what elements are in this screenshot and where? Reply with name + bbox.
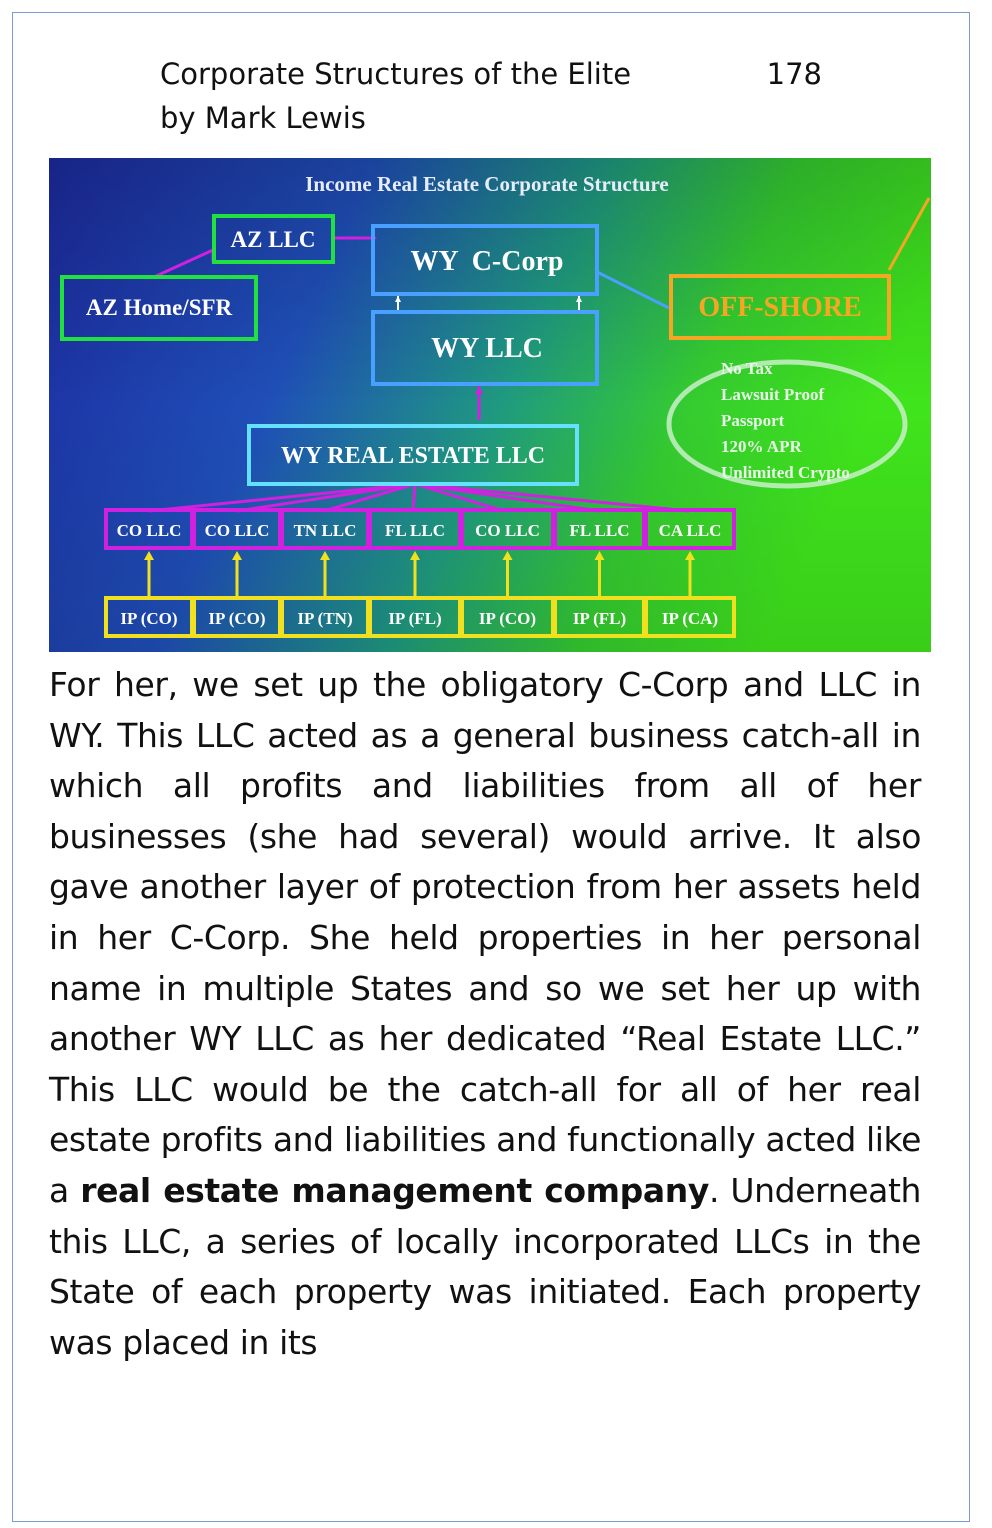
property-label: IP (CO)	[120, 609, 178, 628]
diagram-title: Income Real Estate Corporate Structure	[305, 172, 669, 196]
az-llc-label: AZ LLC	[230, 227, 316, 252]
benefit-item: No Tax	[721, 359, 773, 378]
page-number: 178	[766, 57, 822, 91]
property-label: IP (CA)	[661, 609, 719, 628]
benefit-item: Passport	[721, 411, 785, 430]
wy-ccorp-label: WY C-Corp	[410, 246, 564, 277]
body-paragraph	[49, 660, 921, 1368]
state-llc-label: CO LLC	[204, 521, 270, 540]
corporate-structure-diagram	[49, 158, 931, 652]
book-author: by Mark Lewis	[160, 101, 366, 135]
state-llc-label: TN LLC	[293, 521, 357, 540]
body-text-start: For her, we set up the obligatory C-Corp and LLC in WY. This LLC acted as a general business catch-all in which all profits and liabilities from all of her businesses (she had several) would arrive. It also gave another layer of protection from her assets held in her C-Corp. She held properties in her personal name in multiple States and so we set her up with another WY LLC as her dedicated “Real Estate LLC.” This LLC would be the catch-all for all of her real estate profits and liabilities and functionally acted like a	[49, 665, 921, 1210]
benefit-item: Unlimited Crypto	[721, 463, 850, 482]
body-bold-phrase: real estate management company	[80, 1170, 709, 1210]
wy-real-estate-llc-label: WY REAL ESTATE LLC	[280, 443, 546, 469]
state-llc-label: CO LLC	[116, 521, 182, 540]
property-label: IP (FL)	[572, 609, 627, 628]
state-llc-label: FL LLC	[569, 521, 630, 540]
offshore-label: OFF-SHORE	[698, 292, 862, 323]
state-llc-label: CA LLC	[658, 521, 722, 540]
state-llc-label: CO LLC	[475, 521, 540, 540]
body-text-end: . Underneath this LLC, a series of locally incorporated LLCs in the State of each property was initiated. Each property was placed in its	[49, 1170, 921, 1362]
az-home-label: AZ Home/SFR	[85, 295, 233, 320]
property-label: IP (CO)	[208, 609, 266, 628]
benefit-item: 120% APR	[721, 437, 802, 456]
property-label: IP (FL)	[388, 609, 442, 628]
property-label: IP (TN)	[297, 609, 353, 628]
state-llc-label: FL LLC	[385, 521, 445, 540]
benefit-item: Lawsuit Proof	[721, 385, 825, 404]
property-label: IP (CO)	[478, 609, 537, 628]
book-title: Corporate Structures of the Elite	[160, 57, 632, 91]
wy-llc-label: WY LLC	[431, 333, 543, 364]
page-header	[160, 52, 840, 140]
